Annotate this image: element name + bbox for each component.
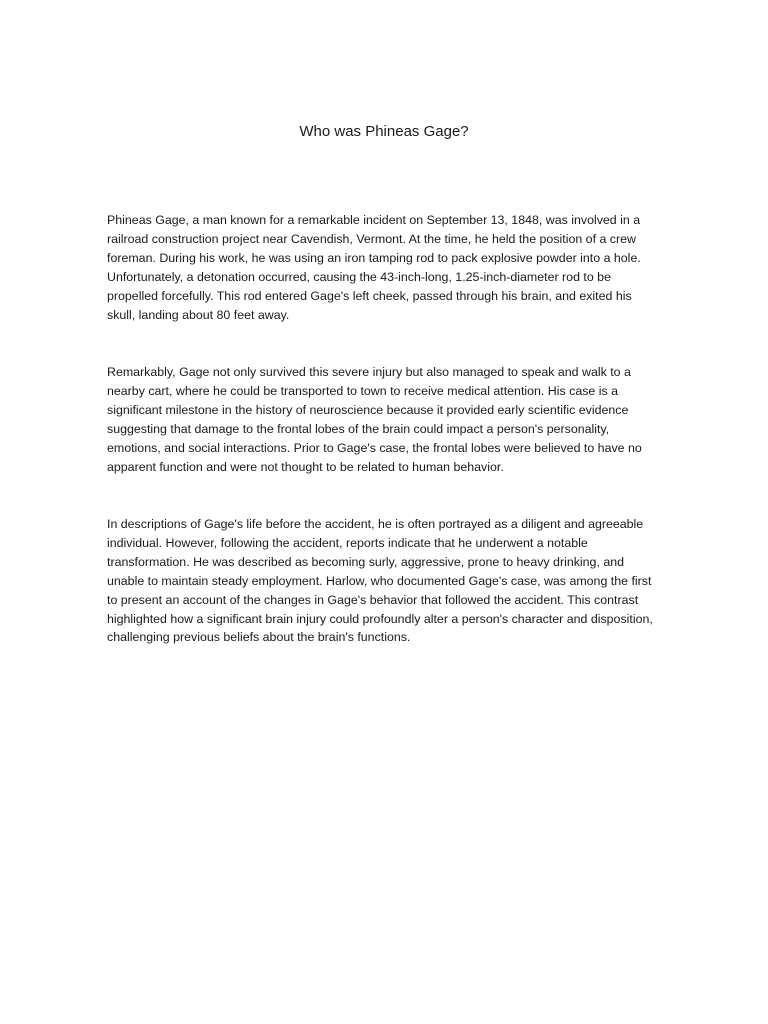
paragraph-survival: Remarkably, Gage not only survived this severe injury but also managed to speak and walk to a nearby cart, where he could be transported to town to receive medical attention. His case is a significant milestone in the history of neuroscience because it provided early scientific evidence suggesting that damage to the frontal lobes of the brain could impact a person's personality, emotions, and social interactions. Prior to Gage's case, the frontal lobes were believed to have no apparent function and were not thought to be related to human behavior. xyxy=(107,365,642,474)
paragraph-accident: Phineas Gage, a man known for a remarkable incident on September 13, 1848, was involved in a railroad construction project near Cavendish, Vermont. At the time, he held the position of a crew foreman. During his work, he was using an iron tamping rod to pack explosive powder into a hole. Unfortunately, a detonation occurred, causing the 43-inch-long, 1.25-inch-diameter rod to be propelled forcefully. This rod entered Gage's left cheek, passed through his brain, and exited his skull, landing about 80 feet away. xyxy=(107,213,641,322)
paragraph-personality-change: In descriptions of Gage's life before the accident, he is often portrayed as a diligent and agreeable individual. However, following the accident, reports indicate that he underwent a notable transformation. He was described as becoming surly, aggressive, prone to heavy drinking, and unable to maintain steady employment. Harlow, who documented Gage's case, was among the first to present an account of the changes in Gage's behavior that followed the accident. This contrast highlighted how a significant brain injury could profoundly alter a person's character and disposition, challenging previous beliefs about the brain's functions. xyxy=(107,517,653,645)
document-title: Who was Phineas Gage? xyxy=(299,123,469,140)
